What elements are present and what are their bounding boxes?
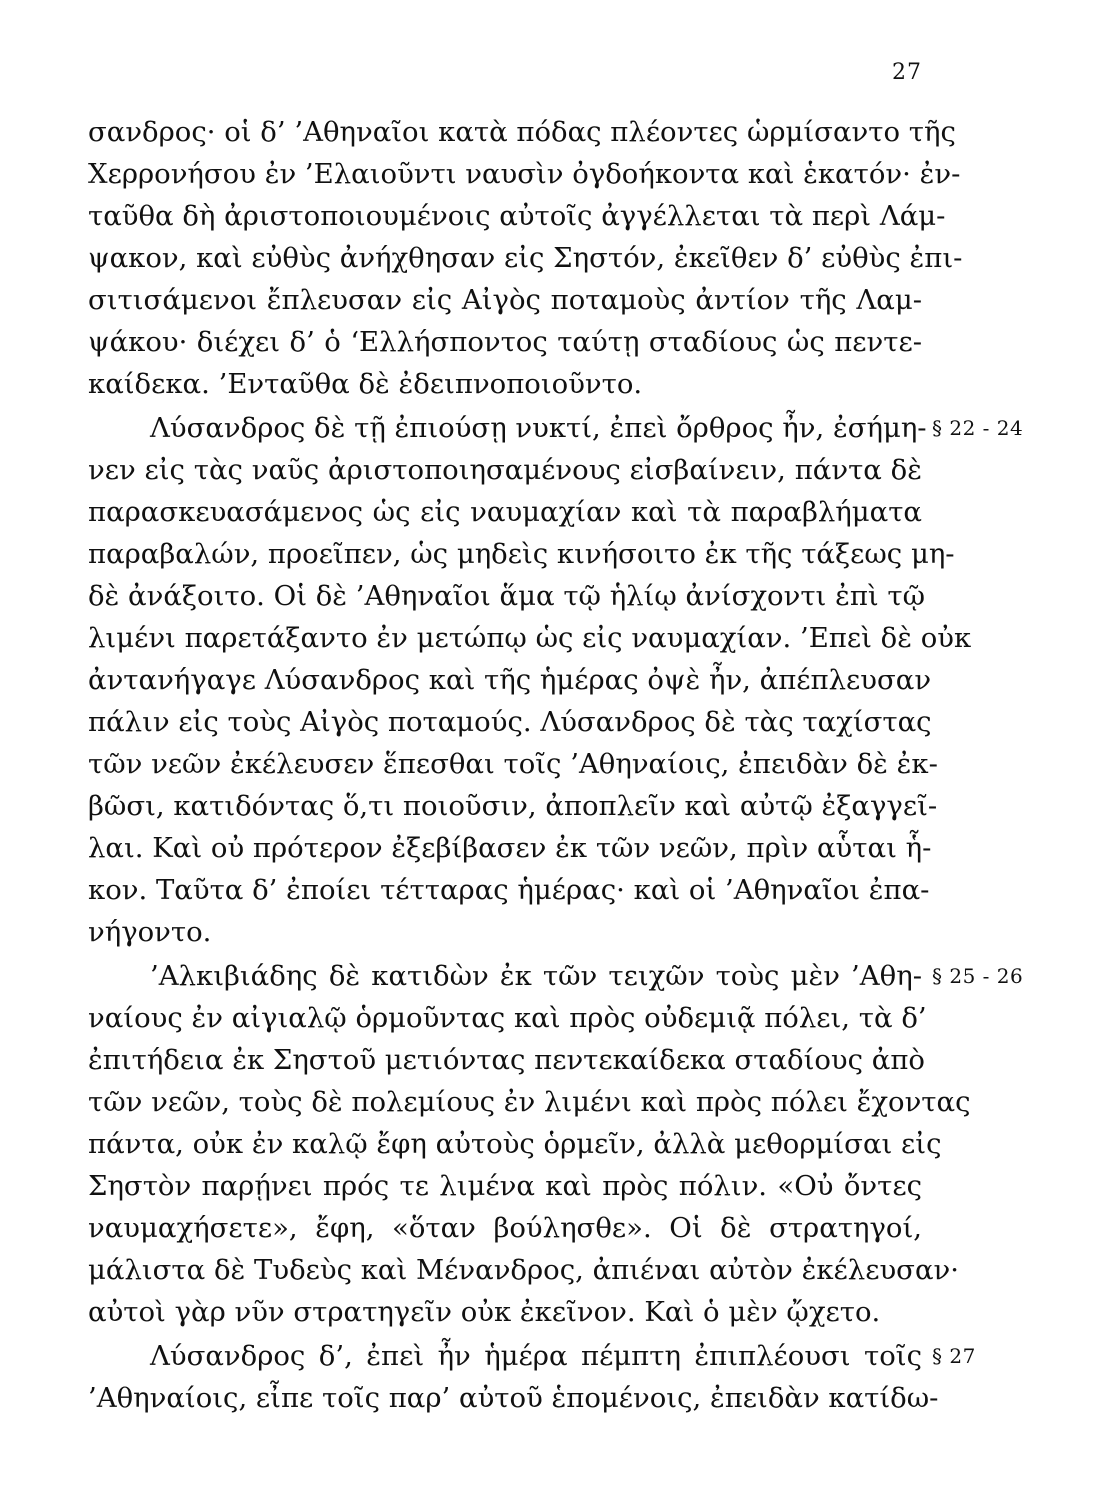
text-line: Σηστὸν παρῄνει πρός τε λιμένα καὶ πρὸς πόλιν. «Οὐ ὄντες: [88, 1170, 922, 1202]
text-line: ἀντανήγαγε Λύσανδρος καὶ τῆς ἡμέρας ὀψὲ ἦν, ἀπέπλευσαν: [88, 664, 932, 696]
margin-reference: § 22 - 24: [932, 416, 1024, 440]
text-line: μάλιστα δὲ Τυδεὺς καὶ Μένανδρος, ἀπιέναι αὐτὸν ἐκέλευσαν·: [88, 1254, 959, 1286]
text-line: πάντα, οὐκ ἐν καλῷ ἔφη αὐτοὺς ὁρμεῖν, ἀλλὰ μεθορμίσαι εἰς: [88, 1128, 942, 1160]
margin-reference: § 27: [932, 1344, 976, 1368]
text-line: ἐπιτήδεια ἐκ Σηστοῦ μετιόντας πεντεκαίδεκα σταδίους ἀπὸ: [88, 1044, 925, 1076]
text-line: νεν εἰς τὰς ναῦς ἀριστοποιησαμένους εἰσβαίνειν, πάντα δὲ: [88, 454, 922, 486]
text-line: δὲ ἀνάξοιτο. Οἱ δὲ ’Αθηναῖοι ἅμα τῷ ἡλίῳ ἀνίσχοντι ἐπὶ τῷ: [88, 580, 926, 612]
text-line: τῶν νεῶν, τοὺς δὲ πολεμίους ἐν λιμένι καὶ πρὸς πόλει ἔχοντας: [88, 1086, 971, 1118]
text-line: λιμένι παρετάξαντο ἐν μετώπῳ ὡς εἰς ναυμαχίαν. ’Επεὶ δὲ οὐκ: [88, 622, 972, 654]
text-line: ναίους ἐν αἰγιαλῷ ὁρμοῦντας καὶ πρὸς οὐδεμιᾷ πόλει, τὰ δ’: [88, 1002, 927, 1034]
text-line: ναυμαχήσετε», ἔφη, «ὅταν βούλησθε». Οἱ δὲ στρατηγοί,: [88, 1212, 922, 1244]
text-line: τῶν νεῶν ἐκέλευσεν ἕπεσθαι τοῖς ’Αθηναίοις, ἐπειδὰν δὲ ἐκ-: [88, 748, 938, 780]
text-line: αὐτοὶ γὰρ νῦν στρατηγεῖν οὐκ ἐκεῖνον. Καὶ ὁ μὲν ᾤχετο.: [88, 1296, 881, 1328]
text-line: κον. Ταῦτα δ’ ἐποίει τέτταρας ἡμέρας· καὶ οἱ ’Αθηναῖοι ἐπα-: [88, 874, 930, 906]
text-line: Λύσανδρος δ’, ἐπεὶ ἦν ἡμέρα πέμπτη ἐπιπλέουσι τοῖς: [150, 1340, 922, 1372]
text-line: βῶσι, κατιδόντας ὅ,τι ποιοῦσιν, ἀποπλεῖν καὶ αὐτῷ ἐξαγγεῖ-: [88, 790, 938, 822]
text-line: ταῦθα δὴ ἀριστοποιουμένοις αὐτοῖς ἀγγέλλεται τὰ περὶ Λάμ-: [88, 200, 946, 232]
text-line: σιτισάμενοι ἔπλευσαν εἰς Αἰγὸς ποταμοὺς ἀντίον τῆς Λαμ-: [88, 284, 922, 316]
text-line: σανδρος· οἱ δ’ ’Αθηναῖοι κατὰ πόδας πλέοντες ὡρμίσαντο τῆς: [88, 116, 956, 148]
text-line: Λύσανδρος δὲ τῇ ἐπιούσῃ νυκτί, ἐπεὶ ὄρθρος ἦν, ἐσήμη-: [150, 412, 927, 444]
text-line: Χερρονήσου ἐν ’Ελαιοῦντι ναυσὶν ὀγδοήκοντα καὶ ἑκατόν· ἐν-: [88, 158, 961, 190]
text-line: καίδεκα. ’Ενταῦθα δὲ ἐδειπνοποιοῦντο.: [88, 368, 643, 400]
text-line: ψάκου· διέχει δ’ ὁ ‘Ελλήσποντος ταύτῃ σταδίους ὡς πεντε-: [88, 326, 922, 358]
text-line: ’Αθηναίοις, εἶπε τοῖς παρ’ αὐτοῦ ἑπομένοις, ἐπειδὰν κατίδω-: [88, 1382, 939, 1414]
margin-reference: § 25 - 26: [932, 964, 1024, 988]
text-line: ’Αλκιβιάδης δὲ κατιδὼν ἐκ τῶν τειχῶν τοὺς μὲν ’Αθη-: [150, 960, 922, 992]
text-line: νήγοντο.: [88, 916, 212, 948]
text-line: παραβαλών, προεῖπεν, ὡς μηδεὶς κινήσοιτο ἐκ τῆς τάξεως μη-: [88, 538, 955, 570]
text-line: πάλιν εἰς τοὺς Αἰγὸς ποταμούς. Λύσανδρος δὲ τὰς ταχίστας: [88, 706, 932, 738]
page-number: 27: [892, 60, 922, 85]
text-line: λαι. Καὶ οὐ πρότερον ἐξεβίβασεν ἐκ τῶν νεῶν, πρὶν αὗται ἧ-: [88, 832, 932, 864]
text-line: παρασκευασάμενος ὡς εἰς ναυμαχίαν καὶ τὰ παραβλήματα: [88, 496, 922, 528]
text-line: ψακον, καὶ εὐθὺς ἀνήχθησαν εἰς Σηστόν, ἐκεῖθεν δ’ εὐθὺς ἐπι-: [88, 242, 963, 274]
